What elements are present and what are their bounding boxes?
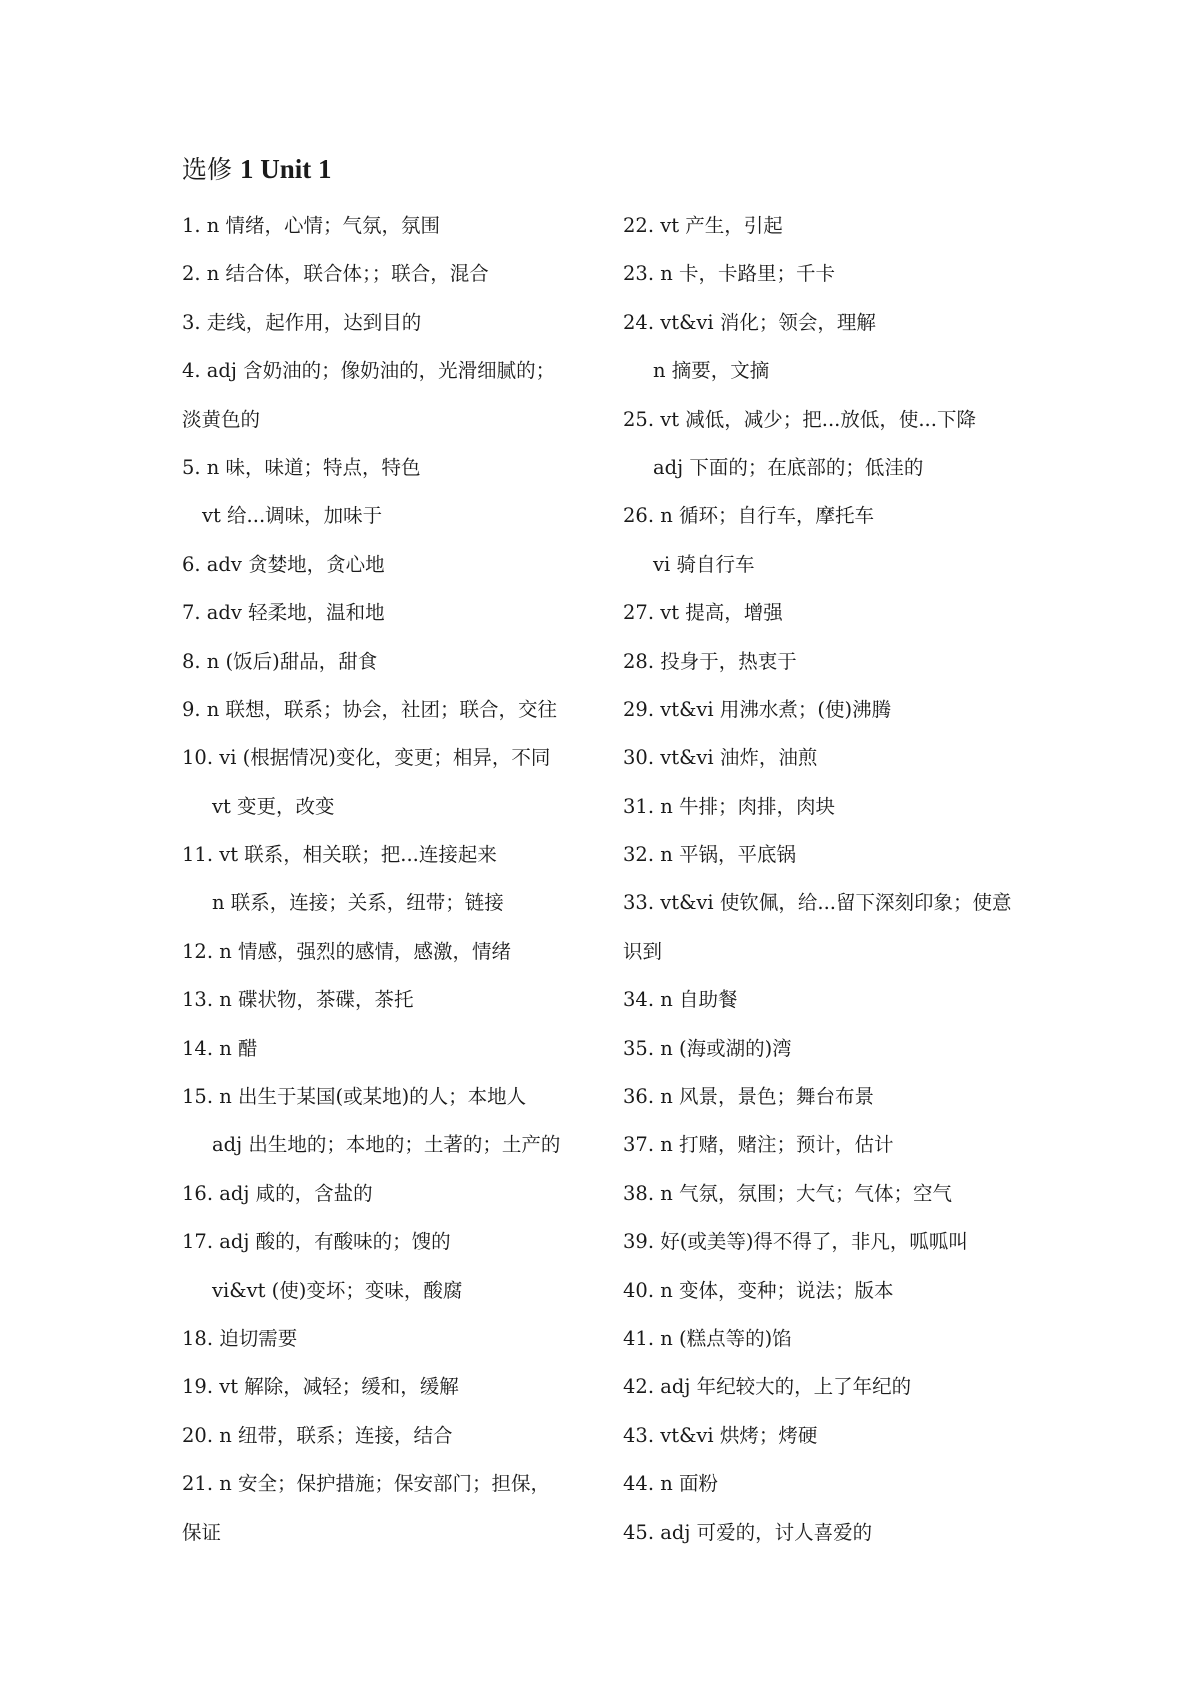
left-entry-line: 20. n 纽带，联系；连接，结合 xyxy=(182,1423,453,1447)
left-entry-line: 18. 迫切需要 xyxy=(182,1326,298,1350)
left-entry-line: 17. adj 酸的，有酸味的；馊的 xyxy=(182,1230,451,1254)
left-entry-line: vt 变更，改变 xyxy=(212,794,335,818)
left-entry-line: 15. n 出生于某国(或某地)的人；本地人 xyxy=(182,1085,527,1109)
left-entry-line: 19. vt 解除，减轻；缓和，缓解 xyxy=(182,1375,459,1399)
right-entry-line: 38. n 气氛，氛围；大气；气体；空气 xyxy=(623,1181,952,1205)
right-entry-line: 33. vt&vi 使钦佩，给...留下深刻印象；使意 xyxy=(623,891,1012,915)
right-entry-line: 39. 好(或美等)得不得了，非凡，呱呱叫 xyxy=(623,1230,968,1254)
right-entry-line: 45. adj 可爱的，讨人喜爱的 xyxy=(623,1520,873,1544)
left-entry-line: 4. adj 含奶油的；像奶油的，光滑细腻的； xyxy=(182,359,556,383)
left-entry-line: 14. n 醋 xyxy=(182,1036,258,1060)
left-entry-line: 8. n (饭后)甜品，甜食 xyxy=(182,649,378,673)
right-entry-line: vi 骑自行车 xyxy=(653,552,755,576)
left-entry-line: 7. adv 轻柔地，温和地 xyxy=(182,601,385,625)
right-entry-line: 36. n 风景，景色；舞台布景 xyxy=(623,1085,874,1109)
left-entry-line: adj 出生地的；本地的；土著的；土产的 xyxy=(212,1133,561,1157)
right-entry-line: 22. vt 产生，引起 xyxy=(623,214,783,237)
right-entry-line: 24. vt&vi 消化；领会，理解 xyxy=(623,310,876,334)
left-entry-line: vi&vt (使)变坏；变味，酸腐 xyxy=(212,1278,463,1302)
left-entry-line: 6. adv 贪婪地，贪心地 xyxy=(182,552,385,576)
left-entry-line: 11. vt 联系，相关联；把...连接起来 xyxy=(182,843,497,867)
left-entry-line: vt 给...调味，加味于 xyxy=(202,504,383,528)
right-entry-line: 28. 投身于，热衷于 xyxy=(623,649,797,673)
page-title xyxy=(182,148,331,191)
right-entry-line: n 摘要，文摘 xyxy=(653,359,770,383)
left-entry-line: 淡黄色的 xyxy=(182,407,261,431)
right-column xyxy=(623,202,1063,1557)
right-entry-line: 40. n 变体，变种；说法；版本 xyxy=(623,1278,894,1302)
right-entry-line: 35. n (海或湖的)湾 xyxy=(623,1036,792,1060)
left-entry-line: 13. n 碟状物，茶碟，茶托 xyxy=(182,988,414,1012)
right-entry-line: 41. n (糕点等的)馅 xyxy=(623,1326,792,1350)
right-entry-line: 27. vt 提高，增强 xyxy=(623,601,783,625)
title-prefix: 选修 xyxy=(182,155,233,184)
left-entry-line: 2. n 结合体，联合体；；联合，混合 xyxy=(182,262,489,286)
left-column xyxy=(182,202,602,1557)
right-entry-line: 31. n 牛排；肉排，肉块 xyxy=(623,794,835,818)
left-entry-line: n 联系，连接；关系，纽带；链接 xyxy=(212,891,504,915)
right-entry-line: 43. vt&vi 烘烤；烤硬 xyxy=(623,1423,818,1447)
title-unit: 1 Unit 1 xyxy=(239,154,332,184)
right-entry-line: 26. n 循环；自行车，摩托车 xyxy=(623,504,874,528)
right-entry-line: 23. n 卡，卡路里；千卡 xyxy=(623,262,835,286)
right-entry-line: 42. adj 年纪较大的，上了年纪的 xyxy=(623,1375,912,1399)
right-entry-line: 37. n 打赌，赌注；预计，估计 xyxy=(623,1133,894,1157)
right-entry-line: adj 下面的；在底部的；低洼的 xyxy=(653,455,924,479)
left-entry-line: 1. n 情绪，心情；气氛，氛围 xyxy=(182,214,441,237)
right-entry-line: 34. n 自助餐 xyxy=(623,988,738,1012)
right-entry-line: 32. n 平锅，平底锅 xyxy=(623,843,796,867)
right-entry-line: 44. n 面粉 xyxy=(623,1472,718,1496)
left-entry-line: 9. n 联想，联系；协会，社团；联合，交往 xyxy=(182,697,558,721)
left-entry-line: 3. 走线，起作用，达到目的 xyxy=(182,310,422,334)
left-entry-line: 保证 xyxy=(182,1520,222,1544)
left-entry-line: 21. n 安全；保护措施；保安部门；担保， xyxy=(182,1472,550,1496)
left-entry-line: 16. adj 咸的，含盐的 xyxy=(182,1181,373,1205)
left-entry-line: 5. n 味，味道；特点，特色 xyxy=(182,455,421,479)
left-entry-line: 12. n 情感，强烈的感情，感激，情绪 xyxy=(182,939,511,963)
right-entry-line: 识到 xyxy=(623,939,663,963)
left-entry-line: 10. vi (根据情况)变化，变更；相异，不同 xyxy=(182,746,551,770)
right-entry-line: 29. vt&vi 用沸水煮；(使)沸腾 xyxy=(623,697,892,721)
right-entry-line: 30. vt&vi 油炸，油煎 xyxy=(623,746,818,770)
right-entry-line: 25. vt 减低，减少；把...放低，使...下降 xyxy=(623,407,976,431)
